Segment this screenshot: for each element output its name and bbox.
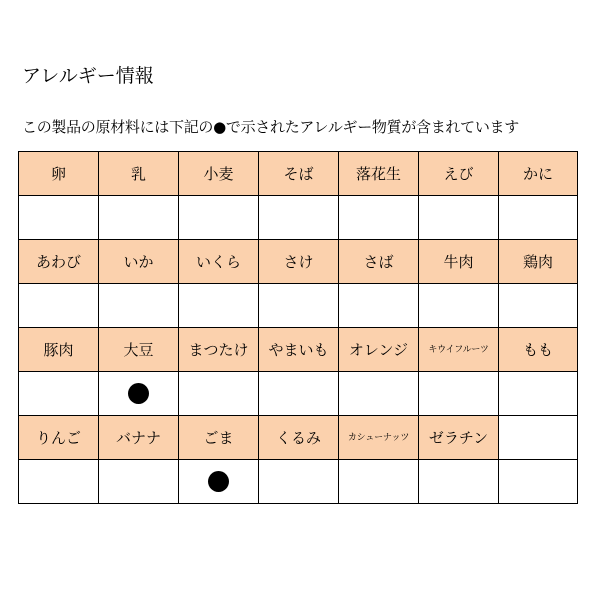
allergen-mark-cell <box>419 196 499 240</box>
allergen-name-cell: そば <box>259 152 339 196</box>
contains-mark <box>208 471 229 492</box>
allergen-mark-cell <box>179 460 259 504</box>
allergen-mark-cell <box>179 196 259 240</box>
allergen-name-cell: 小麦 <box>179 152 259 196</box>
allergen-mark-cell <box>499 460 578 504</box>
allergen-mark-cell <box>259 284 339 328</box>
empty-cell <box>499 416 578 460</box>
page-title: アレルギー情報 <box>22 65 154 87</box>
allergen-name-cell: バナナ <box>99 416 179 460</box>
allergen-name-cell: カシューナッツ <box>339 416 419 460</box>
allergen-name-cell: 牛肉 <box>419 240 499 284</box>
allergen-name-cell: 大豆 <box>99 328 179 372</box>
allergen-mark-cell <box>259 196 339 240</box>
allergen-name-cell: かに <box>499 152 578 196</box>
allergen-mark-cell <box>419 372 499 416</box>
allergen-mark-row <box>19 284 578 328</box>
allergen-mark-cell <box>99 460 179 504</box>
allergen-name-cell: まつたけ <box>179 328 259 372</box>
allergen-mark-row <box>19 460 578 504</box>
allergen-name-cell: えび <box>419 152 499 196</box>
allergen-mark-cell <box>99 372 179 416</box>
allergen-mark-cell <box>259 372 339 416</box>
allergen-name-cell: くるみ <box>259 416 339 460</box>
allergen-name-cell: ゼラチン <box>419 416 499 460</box>
allergen-table-body <box>19 152 578 504</box>
allergen-name-cell: 落花生 <box>339 152 419 196</box>
allergen-mark-cell <box>419 460 499 504</box>
allergen-name-row <box>19 328 578 372</box>
allergen-name-cell: いくら <box>179 240 259 284</box>
contains-mark <box>128 383 149 404</box>
allergen-name-cell: もも <box>499 328 578 372</box>
allergen-mark-cell <box>339 284 419 328</box>
allergen-name-cell: ごま <box>179 416 259 460</box>
allergen-mark-row <box>19 372 578 416</box>
allergen-mark-cell <box>19 372 99 416</box>
allergen-name-cell: さば <box>339 240 419 284</box>
allergen-mark-cell <box>179 284 259 328</box>
allergen-name-row <box>19 240 578 284</box>
allergen-name-cell: オレンジ <box>339 328 419 372</box>
allergen-mark-cell <box>259 460 339 504</box>
allergen-mark-cell <box>499 284 578 328</box>
allergen-mark-cell <box>19 460 99 504</box>
allergen-name-row <box>19 152 578 196</box>
allergen-mark-cell <box>499 372 578 416</box>
allergen-mark-cell <box>19 284 99 328</box>
allergen-mark-cell <box>419 284 499 328</box>
allergen-name-cell: 乳 <box>99 152 179 196</box>
allergen-name-row <box>19 416 578 460</box>
page-subtitle: この製品の原材料には下記の●で示されたアレルギー物質が含まれています <box>22 118 519 136</box>
allergen-mark-cell <box>99 284 179 328</box>
allergen-name-cell: キウイフルーツ <box>419 328 499 372</box>
allergen-name-cell: あわび <box>19 240 99 284</box>
allergen-name-cell: やまいも <box>259 328 339 372</box>
allergen-name-cell: りんご <box>19 416 99 460</box>
allergen-name-cell: 豚肉 <box>19 328 99 372</box>
allergen-mark-cell <box>19 196 99 240</box>
allergen-mark-row <box>19 196 578 240</box>
allergen-name-cell: いか <box>99 240 179 284</box>
allergen-mark-cell <box>339 372 419 416</box>
allergen-mark-cell <box>339 196 419 240</box>
allergen-mark-cell <box>179 372 259 416</box>
allergen-name-cell: 卵 <box>19 152 99 196</box>
allergen-name-cell: さけ <box>259 240 339 284</box>
allergen-table <box>18 151 578 504</box>
allergen-name-cell: 鶏肉 <box>499 240 578 284</box>
allergen-mark-cell <box>99 196 179 240</box>
allergen-mark-cell <box>499 196 578 240</box>
allergen-mark-cell <box>339 460 419 504</box>
